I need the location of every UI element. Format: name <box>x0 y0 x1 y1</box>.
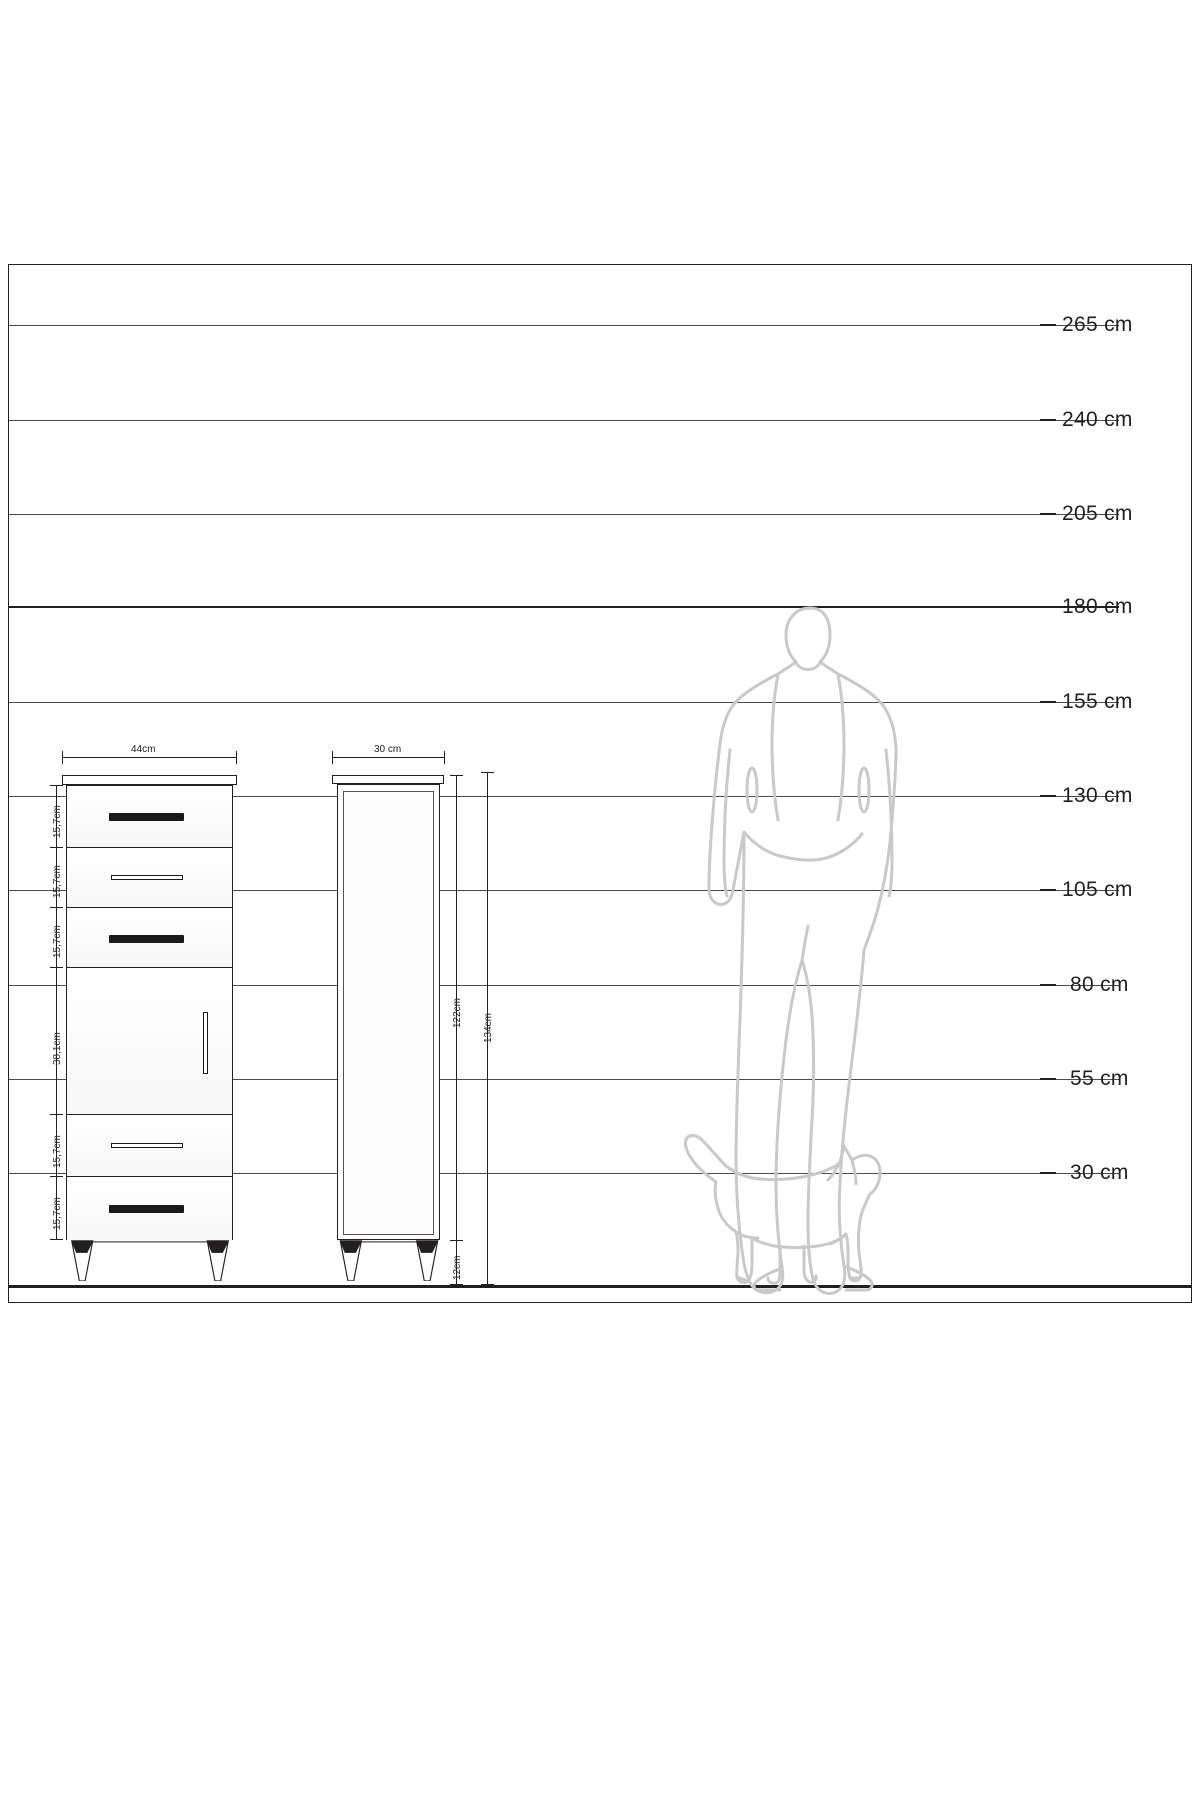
tick-205 <box>1040 513 1056 515</box>
width-dim-cap-left-30 <box>332 751 333 764</box>
width-dim-cap-left-44 <box>62 751 63 764</box>
height-dim-cap-0 <box>50 785 63 786</box>
tick-30 <box>1040 1172 1056 1174</box>
scale-label-240: 240 cm <box>1062 408 1133 431</box>
tick-240 <box>1040 419 1056 421</box>
drawer-4-handle[interactable] <box>111 1143 183 1148</box>
height-dim-cap-2 <box>50 907 63 908</box>
height-dim-label-drawer-5: 15,7cm <box>52 1197 63 1230</box>
drawer-5[interactable] <box>67 1177 232 1240</box>
scale-label-105: 105 cm <box>1062 878 1133 901</box>
drawer-5-handle[interactable] <box>109 1205 184 1213</box>
scale-label-130: 130 cm <box>1062 784 1133 807</box>
height-dim-label-drawer-3: 15,7cm <box>52 925 63 958</box>
drawer-2-handle[interactable] <box>111 875 183 880</box>
height-dim-chain-line <box>56 785 57 1240</box>
height-dim-cap-134-top <box>481 772 494 773</box>
scale-label-205: 205 cm <box>1062 502 1133 525</box>
drawer-3-handle[interactable] <box>109 935 184 943</box>
cat-silhouette <box>680 1130 890 1290</box>
height-dim-label-door-section: 38,1cm <box>52 1032 63 1065</box>
tall-cabinet-body[interactable] <box>337 784 440 1240</box>
height-dim-label-drawer-2: 15,7cm <box>52 865 63 898</box>
drawer-3[interactable] <box>67 908 232 968</box>
scale-label-55: 55 cm <box>1070 1067 1129 1090</box>
height-dim-cap-6 <box>50 1239 63 1240</box>
height-dim-cap-122-top <box>450 775 463 776</box>
height-dim-label-drawer-1: 15,7cm <box>52 805 63 838</box>
drawer-1[interactable] <box>67 786 232 848</box>
tick-130 <box>1040 795 1056 797</box>
door-section[interactable] <box>67 968 232 1115</box>
height-dim-label-134: 134cm <box>483 1012 494 1043</box>
gridline-205 <box>9 514 1119 515</box>
gridline-240 <box>9 420 1119 421</box>
drawer-cabinet-body <box>66 785 233 1240</box>
height-dim-cap-1 <box>50 847 63 848</box>
gridline-265 <box>9 325 1119 326</box>
width-dim-line-44 <box>62 757 237 758</box>
tick-55 <box>1040 1078 1056 1080</box>
height-dim-label-122: 122cm <box>452 997 463 1028</box>
scale-label-80: 80 cm <box>1070 973 1129 996</box>
tick-155 <box>1040 701 1056 703</box>
tick-265 <box>1040 324 1056 326</box>
gridline-155 <box>9 702 1119 703</box>
tall-cabinet-door[interactable] <box>343 791 434 1235</box>
width-dim-cap-right-30 <box>444 751 445 764</box>
scale-label-180: 180 cm <box>1062 595 1133 618</box>
height-dim-cap-4 <box>50 1114 63 1115</box>
height-dim-cap-134-bottom <box>481 1284 494 1285</box>
height-dim-cap-3 <box>50 967 63 968</box>
height-dim-label-12: 12cm <box>452 1255 463 1280</box>
drawer-1-handle[interactable] <box>109 813 184 821</box>
drawer-4[interactable] <box>67 1115 232 1177</box>
tick-180 <box>1040 606 1056 608</box>
tall-cabinet-legs <box>330 1239 448 1281</box>
scale-label-155: 155 cm <box>1062 690 1133 713</box>
height-dim-cap-5 <box>50 1176 63 1177</box>
scale-label-30: 30 cm <box>1070 1161 1129 1184</box>
height-dim-cap-12-bottom <box>450 1284 463 1285</box>
drawer-2[interactable] <box>67 848 232 908</box>
door-handle[interactable] <box>203 1012 208 1074</box>
drawer-cabinet-top-panel <box>62 775 237 785</box>
tall-cabinet-top-panel <box>332 775 444 784</box>
scale-label-265: 265 cm <box>1062 313 1133 336</box>
height-dim-label-drawer-4: 15,7cm <box>52 1135 63 1168</box>
tick-105 <box>1040 889 1056 891</box>
tick-80 <box>1040 984 1056 986</box>
width-dim-line-30 <box>332 757 445 758</box>
floor-line <box>9 1285 1191 1288</box>
width-dim-label-30: 30 cm <box>371 744 404 755</box>
width-dim-label-44: 44cm <box>128 744 158 755</box>
drawer-cabinet-legs <box>60 1239 240 1281</box>
width-dim-cap-right-44 <box>236 751 237 764</box>
gridline-180 <box>9 606 1119 608</box>
